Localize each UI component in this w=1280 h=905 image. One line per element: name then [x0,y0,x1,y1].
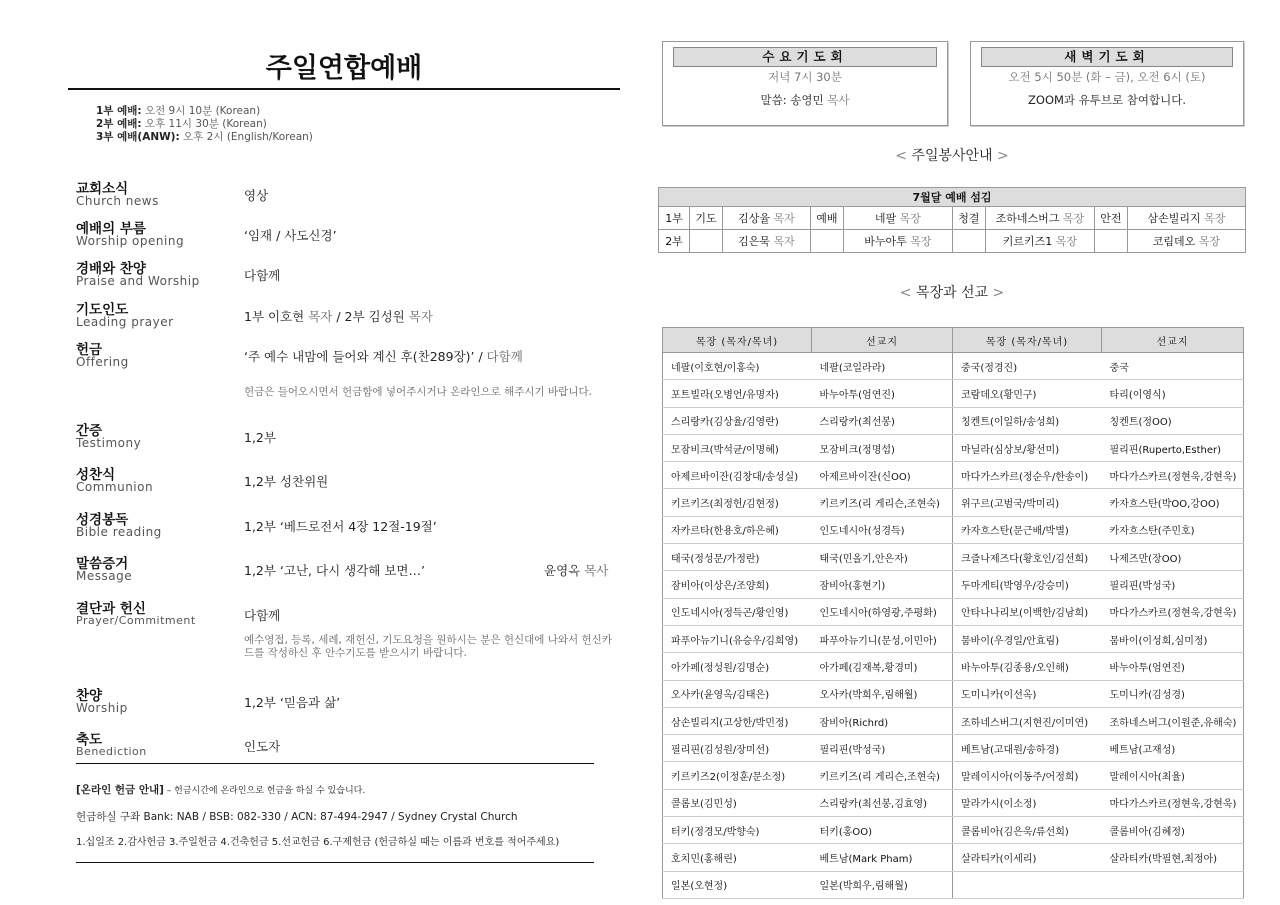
title-divider [68,88,620,90]
table-cell: 뭄바이(우경일/안효림) [953,625,1102,652]
table-cell: 마닐라(심상보/황선미) [953,434,1102,461]
table-cell: 스리랑카(최선봉,김효영) [812,789,953,816]
table-cell: 아제르바이잔(김창대/송성실) [663,462,812,489]
table-cell: 마다가스카르(정현욱,강현욱) [1102,598,1244,625]
table-cell: 태국(민올기,안은자) [812,544,953,571]
table-cell: 모잠비크(정명섭) [812,434,953,461]
table-cell: 마다가스카르(정현욱,강현욱) [1102,462,1244,489]
table-row [663,817,1244,844]
online-account: 헌금하실 구좌 Bank: NAB / BSB: 082-330 / ACN: 87-494-2947 / Sydney Crystal Church [76,811,518,823]
table-cell: 일본(오현정) [663,871,812,898]
table-cell: 일본(박희우,림해월) [812,871,953,898]
table-cell: 카자흐스탄(박OO,강OO) [1102,489,1244,516]
table-row [663,707,1244,734]
dawn-title: 새벽기도회 [981,47,1233,67]
table-cell: 조하네스버그(이원준,유해숙) [1102,707,1244,734]
table-cell: 파푸아뉴기니(문성,이민아) [812,625,953,652]
table-row [663,789,1244,816]
table-cell: 인도네시아(하영광,주평화) [812,598,953,625]
mokjang-table [662,327,1244,899]
table-cell: 도미니카(김성경) [1102,680,1244,707]
service-table [658,187,1246,253]
table-cell: 인도네시아(성경득) [812,516,953,543]
table-cell: 필리핀(Ruperto,Esther) [1102,434,1244,461]
mokjang-section-title: < 목장과 선교 > [899,285,1005,301]
table-cell: 베트남(고재성) [1102,735,1244,762]
service-table-header: 7월달 예배 섬김 [659,188,1246,207]
table-cell: 코람데오(황민구) [953,380,1102,407]
table-row [663,434,1244,461]
table-row [663,516,1244,543]
table-cell: 키르키즈(최정헌/김현정) [663,489,812,516]
table-row [663,380,1244,407]
table-cell: 도미니카(이선옥) [953,680,1102,707]
table-row [663,762,1244,789]
table-row [663,653,1244,680]
table-cell: 크즐나제즈다(황호인/김선희) [953,544,1102,571]
table-cell: 키르키즈2(이정훈/문소정) [663,762,812,789]
table-row [663,680,1244,707]
right-page [658,0,1246,905]
time-1: 1부 예배: 오전 9시 10분 (Korean) [96,105,261,117]
table-cell: 콜롬비아(김은욱/류선희) [953,817,1102,844]
table-cell: 바누아투(김종용/오인해) [953,653,1102,680]
table-cell: 베트남(Mark Pham) [812,844,953,871]
table-cell [953,871,1102,898]
table-row [663,353,1244,380]
table-cell: 아가페(정성원/김명순) [663,653,812,680]
table-cell: 베트남(고대원/송하경) [953,735,1102,762]
time-2: 2부 예배: 오후 11시 30분 (Korean) [96,118,267,130]
table-cell: 나제즈만(장OO) [1102,544,1244,571]
table-row [663,462,1244,489]
table-cell: 필리핀(박성국) [1102,571,1244,598]
page-title: 주일연합예배 [265,53,423,84]
table-cell: 필리핀(박성국) [812,735,953,762]
table-cell: 중국 [1102,353,1244,380]
table-cell: 카자흐스탄(문근배/박별) [953,516,1102,543]
table-cell: 파푸아뉴기니(유승우/김희영) [663,625,812,652]
mokjang-header-row: 목장 (목자/목녀) 선교지 목장 (목자/목녀) 선교지 [663,328,1244,353]
dawn-time: 오전 5시 50분 (화 – 금), 오전 6시 (토) [1008,70,1206,84]
online-categories: 1.십일조 2.감사헌금 3.주일헌금 4.건축헌금 5.선교헌금 6.구제헌금 (헌금하실 때는 이름과 번호를 적어주세요) [76,837,560,848]
online-heading: [온라인 헌금 안내] – 헌금시간에 온라인으로 헌금을 하실 수 있습니다. [76,784,366,796]
service-section-title: < 주일봉사안내 > [895,148,1009,164]
table-cell: 아가페(김재복,황경미) [812,653,953,680]
table-cell: 바누아투(엄연진) [1102,653,1244,680]
table-cell: 태국(정성문/가정란) [663,544,812,571]
table-cell: 뭄바이(이성희,심미정) [1102,625,1244,652]
table-cell: 모잠비크(박석균/이명혜) [663,434,812,461]
table-cell: 중국(정경진) [953,353,1102,380]
table-cell: 위구르(고범국/박미리) [953,489,1102,516]
table-row [663,571,1244,598]
table-cell: 잠비아(Richrd) [812,707,953,734]
offering-note: 헌금은 들어오시면서 헌금함에 넣어주시거나 온라인으로 해주시기 바랍니다. [244,386,592,398]
table-cell: 타리(이영식) [1102,380,1244,407]
table-cell: 스리랑카(김상율/김영란) [663,407,812,434]
service-times [96,105,313,144]
table-cell: 오사카(윤영옥/김태은) [663,680,812,707]
table-cell: 인도네시아(정득곤/황인영) [663,598,812,625]
table-cell: 네팔(이호현/이홍숙) [663,353,812,380]
table-cell: 터키(홍OO) [812,817,953,844]
commitment-note: 예수영접, 등록, 세례, 재헌신, 기도요청을 원하시는 분은 헌신대에 나와서 헌신카드를 작성하신 후 안수기도를 받으시기 바랍니다. [244,634,612,659]
table-cell: 살라티카(이세리) [953,844,1102,871]
table-cell: 필리핀(김성원/장미선) [663,735,812,762]
table-cell: 잠비아(홍현기) [812,571,953,598]
table-row [663,871,1244,898]
table-cell: 포트빌라(오병언/유명자) [663,380,812,407]
dawn-note: ZOOM과 유투브로 참여합니다. [1028,93,1186,107]
table-row: 1부 기도 김상율 목자 예배 네팔 목장 청결 조하네스버그 목장 안전 삼손빌리지 목장 [659,207,1246,230]
table-cell: 아제르바이잔(신OO) [812,462,953,489]
table-cell: 마다가스카르(정순우/한송이) [953,462,1102,489]
table-cell: 말레이시아(이동주/어정희) [953,762,1102,789]
table-cell: 오사카(박희우,림해월) [812,680,953,707]
time-3: 3부 예배(ANW): 오후 2시 (English/Korean) [96,131,313,143]
table-row [663,489,1244,516]
table-cell: 삼손빌리지(고상한/박민정) [663,707,812,734]
wednesday-box [662,41,948,126]
table-cell: 칭켄트(정OO) [1102,407,1244,434]
table-cell: 말레이시아(최율) [1102,762,1244,789]
online-bottom-rule [76,862,594,863]
table-cell: 네팔(코일라라) [812,353,953,380]
wednesday-title: 수요기도회 [673,47,937,67]
table-cell: 두마게티(박영우/강승미) [953,571,1102,598]
wednesday-speaker: 말씀: 송영민 목사 [760,93,850,107]
table-cell: 터키(정경모/박향숙) [663,817,812,844]
table-cell [1102,871,1244,898]
table-row [663,625,1244,652]
table-cell: 말라가시(이소정) [953,789,1102,816]
online-top-rule [76,763,594,764]
dawn-box [970,41,1244,126]
left-page: 주일연합예배 1부 예배: 오전 9시 10분 (Korean) 2부 예배: 오후 11시 30분 (Korean) 3부 예배(ANW): 오후 2시 (English/Korean) 교회소식 Church news 영상 예배의 부름 Worship opening ‘임재 / 사도신경’ 경배와 찬양 Praise and Worship 다함께 기도인도 Leading prayer 1부 이호현 목자 / 2부 김성원 목자 헌금 Offering ‘주 예수 내맘에 들어와 계신 후(찬289장)’ / 다함께 헌금은 들어오시면서 헌금함에 넣어주시거나 온라인으로 해주시기 바랍니다. 간증 Testimony 1,2부 성찬식 Communion 1,2부 성찬위원 성경봉독 Bible reading 1,2부 ‘베드로전서 4장 12절-19절’ 말씀증거 Message 1,2부 ‘고난, 다시 생각해 보면…’ 윤영옥 목사 결단과 헌신 Prayer/Commitment 다함께 예수영접, 등록, 세례, 재헌신, 기도요청을 원하시는 분은 헌신대에 나와서 헌신카드를 작성하신 후 안수기도를 받으시기 바랍니다. 찬양 Worship 1,2부 ‘믿음과 삶’ 축도 Benediction 인도자 [온라인 헌금 안내] – 헌금시간에 온라인으로 헌금을 하실 수 있습니다. 헌금하실 구좌 Bank: NAB / BSB: 082-330 / ACN: 87-494-2947 / Sydney Crystal Church 1.십일조 2.감사헌금 3.주일헌금 4.건축헌금 5.선교헌금 6.구제헌금 (헌금하실 때는 이름과 번호를 적어주세요) [68,0,620,905]
table-cell: 안타나나리보(이백한/김남희) [953,598,1102,625]
wednesday-time: 저녁 7시 30분 [768,70,842,84]
table-cell: 자카르타(한용호/하은혜) [663,516,812,543]
table-row: 2부 김은묵 목자 바누아투 목장 키르키즈1 목장 코림데오 목장 [659,230,1246,253]
table-row [663,844,1244,871]
table-cell: 조하네스버그(지현진/이미연) [953,707,1102,734]
table-cell: 키르키즈(리 게리슨,조현숙) [812,762,953,789]
table-cell: 살라티카(박필현,최정아) [1102,844,1244,871]
table-cell: 마다가스카르(정현욱,강현욱) [1102,789,1244,816]
table-cell: 콜롬보(김민성) [663,789,812,816]
table-row [663,407,1244,434]
table-row [663,735,1244,762]
table-row [663,544,1244,571]
table-cell: 호치민(홍해린) [663,844,812,871]
table-cell: 잠비아(이상은/조양희) [663,571,812,598]
table-cell: 키르키즈(리 게리슨,조현숙) [812,489,953,516]
table-cell: 카자흐스탄(주민호) [1102,516,1244,543]
table-cell: 칭켄트(이일하/송성희) [953,407,1102,434]
table-row [663,598,1244,625]
table-cell: 콜롬비아(김혜정) [1102,817,1244,844]
table-cell: 스리랑카(최선봉) [812,407,953,434]
table-cell: 바누아투(엄연진) [812,380,953,407]
